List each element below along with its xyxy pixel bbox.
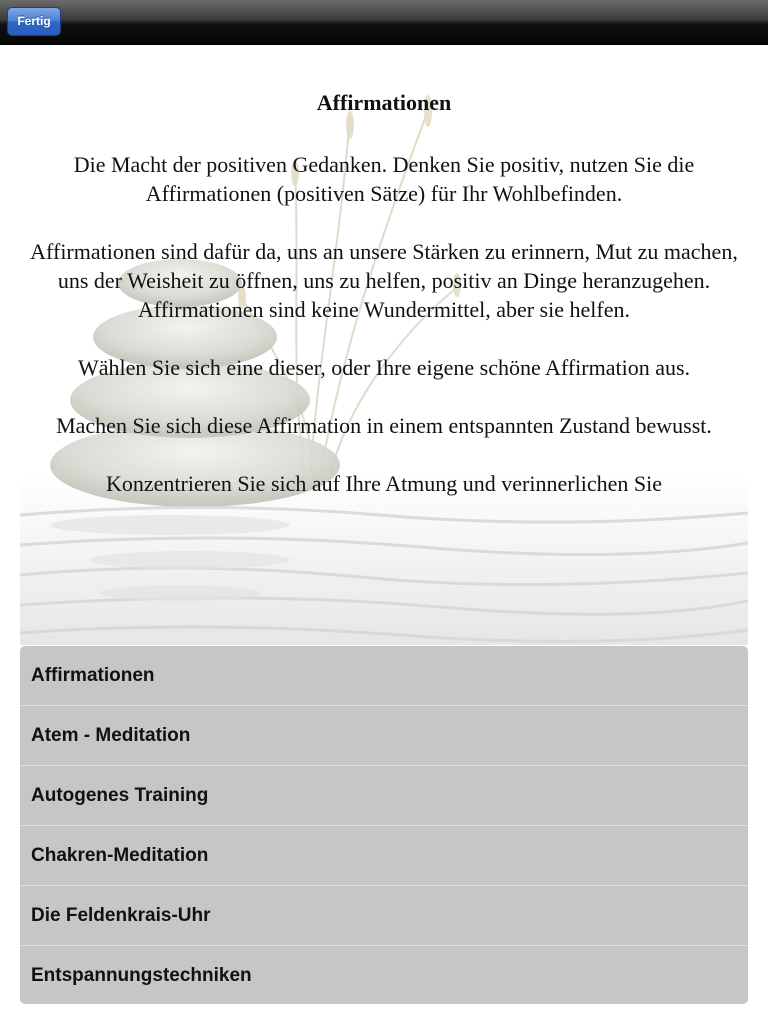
menu-item-entspannungstechniken[interactable]: Entspannungstechniken bbox=[31, 965, 252, 986]
article-title: Affirmationen bbox=[316, 90, 452, 115]
menu-item-autogenes-training[interactable]: Autogenes Training bbox=[20, 766, 748, 826]
menu-item-feldenkrais-uhr[interactable]: Die Feldenkrais-Uhr bbox=[20, 886, 748, 946]
article-paragraph: Konzentrieren Sie sich auf Ihre Atmung und verinnerlichen Sie bbox=[106, 471, 662, 496]
article-paragraph: Machen Sie sich diese Affirmation in einem entspannten Zustand bewusst. bbox=[56, 413, 712, 438]
topic-menu bbox=[20, 646, 748, 1004]
done-button[interactable]: Fertig bbox=[7, 7, 61, 36]
navigation-bar bbox=[0, 0, 768, 45]
menu-item-atem-meditation[interactable]: Atem - Meditation bbox=[20, 706, 748, 766]
article-paragraph: Affirmationen sind keine Wundermittel, aber sie helfen. bbox=[138, 297, 630, 322]
article-paragraph: Affirmationen sind dafür da, uns an unsere Stärken zu erinnern, Mut zu machen, uns der Weisheit zu öffnen, uns zu helfen, positiv an Dinge heranzugehen. bbox=[30, 239, 738, 293]
menu-item-chakren-meditation[interactable]: Chakren-Meditation bbox=[20, 826, 748, 886]
article-text bbox=[30, 85, 738, 527]
article-paragraph: Wählen Sie sich eine dieser, oder Ihre eigene schöne Affirmation aus. bbox=[77, 355, 691, 380]
article-view[interactable] bbox=[20, 45, 748, 645]
article-paragraph: Die Macht der positiven Gedanken. Denken Sie positiv, nutzen Sie die Affirmationen (positiven Sätze) für Ihr Wohlbefinden. bbox=[73, 152, 695, 206]
menu-item-affirmationen[interactable]: Affirmationen bbox=[20, 646, 748, 706]
